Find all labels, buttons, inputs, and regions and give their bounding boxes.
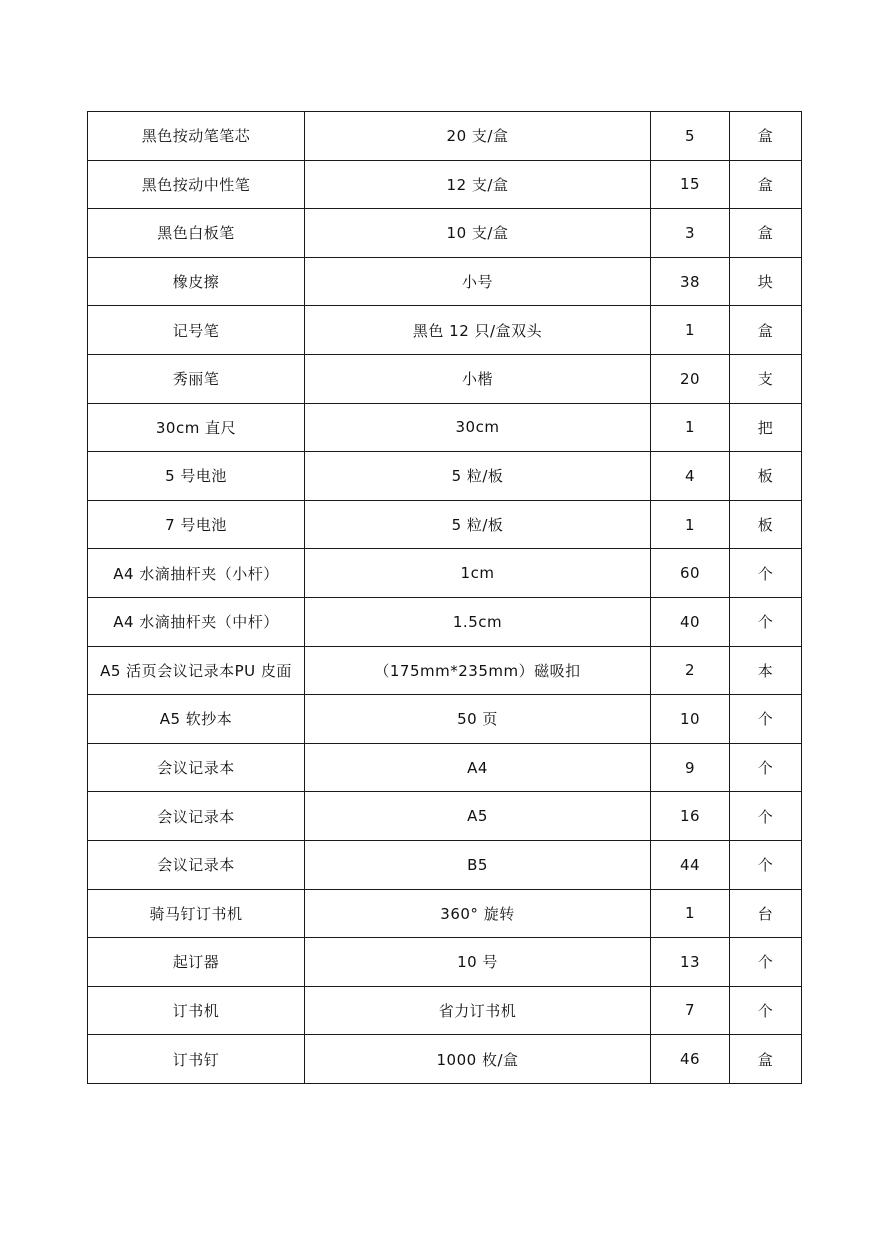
item-spec-cell: （175mm*235mm）磁吸扣: [305, 646, 651, 695]
item-name-cell: 订书机: [88, 986, 305, 1035]
item-spec-cell: 20 支/盒: [305, 112, 651, 161]
table-row: [88, 889, 802, 938]
item-spec-cell: A4: [305, 743, 651, 792]
item-name-cell: A5 软抄本: [88, 695, 305, 744]
item-quantity-cell: 40: [651, 597, 730, 646]
item-quantity-cell: 1: [651, 889, 730, 938]
item-spec-cell: 小楷: [305, 354, 651, 403]
item-spec-cell: 30cm: [305, 403, 651, 452]
item-quantity-cell: 10: [651, 695, 730, 744]
table-row: [88, 354, 802, 403]
item-spec-cell: 360° 旋转: [305, 889, 651, 938]
item-name-cell: 橡皮擦: [88, 257, 305, 306]
item-unit-cell: 板: [730, 500, 802, 549]
item-name-cell: A4 水滴抽杆夹（小杆）: [88, 549, 305, 598]
item-spec-cell: 1.5cm: [305, 597, 651, 646]
item-spec-cell: 黑色 12 只/盒双头: [305, 306, 651, 355]
item-spec-cell: 12 支/盒: [305, 160, 651, 209]
item-spec-cell: 5 粒/板: [305, 452, 651, 501]
item-name-cell: A4 水滴抽杆夹（中杆）: [88, 597, 305, 646]
item-name-cell: 会议记录本: [88, 743, 305, 792]
item-name-cell: 订书钉: [88, 1035, 305, 1084]
item-quantity-cell: 7: [651, 986, 730, 1035]
table-row: [88, 597, 802, 646]
item-name-cell: 30cm 直尺: [88, 403, 305, 452]
item-unit-cell: 块: [730, 257, 802, 306]
table-row: [88, 403, 802, 452]
item-name-cell: 黑色白板笔: [88, 209, 305, 258]
table-row: [88, 646, 802, 695]
item-spec-cell: 5 粒/板: [305, 500, 651, 549]
item-name-cell: A5 活页会议记录本PU 皮面: [88, 646, 305, 695]
item-spec-cell: 1cm: [305, 549, 651, 598]
item-unit-cell: 盒: [730, 160, 802, 209]
item-spec-cell: 1000 枚/盒: [305, 1035, 651, 1084]
item-name-cell: 黑色按动中性笔: [88, 160, 305, 209]
table-row: [88, 986, 802, 1035]
table-row: [88, 160, 802, 209]
item-unit-cell: 盒: [730, 209, 802, 258]
item-quantity-cell: 38: [651, 257, 730, 306]
table-row: [88, 257, 802, 306]
item-spec-cell: 小号: [305, 257, 651, 306]
supplies-table: [87, 111, 802, 1084]
item-unit-cell: 盒: [730, 1035, 802, 1084]
item-unit-cell: 盒: [730, 112, 802, 161]
item-quantity-cell: 1: [651, 403, 730, 452]
item-unit-cell: 个: [730, 695, 802, 744]
table-row: [88, 500, 802, 549]
item-unit-cell: 个: [730, 840, 802, 889]
item-name-cell: 7 号电池: [88, 500, 305, 549]
table-row: [88, 695, 802, 744]
table-row: [88, 452, 802, 501]
item-name-cell: 会议记录本: [88, 792, 305, 841]
table-row: [88, 1035, 802, 1084]
item-quantity-cell: 1: [651, 306, 730, 355]
item-quantity-cell: 44: [651, 840, 730, 889]
item-quantity-cell: 16: [651, 792, 730, 841]
table-row: [88, 209, 802, 258]
item-unit-cell: 个: [730, 549, 802, 598]
item-unit-cell: 个: [730, 597, 802, 646]
item-quantity-cell: 1: [651, 500, 730, 549]
item-unit-cell: 把: [730, 403, 802, 452]
item-unit-cell: 个: [730, 938, 802, 987]
item-quantity-cell: 20: [651, 354, 730, 403]
item-spec-cell: B5: [305, 840, 651, 889]
item-unit-cell: 板: [730, 452, 802, 501]
item-quantity-cell: 13: [651, 938, 730, 987]
table-row: [88, 792, 802, 841]
item-quantity-cell: 2: [651, 646, 730, 695]
item-spec-cell: 50 页: [305, 695, 651, 744]
item-unit-cell: 个: [730, 986, 802, 1035]
table-row: [88, 938, 802, 987]
item-name-cell: 秀丽笔: [88, 354, 305, 403]
item-quantity-cell: 5: [651, 112, 730, 161]
table-row: [88, 549, 802, 598]
item-quantity-cell: 3: [651, 209, 730, 258]
item-quantity-cell: 9: [651, 743, 730, 792]
item-spec-cell: A5: [305, 792, 651, 841]
item-quantity-cell: 15: [651, 160, 730, 209]
table-row: [88, 840, 802, 889]
item-spec-cell: 10 号: [305, 938, 651, 987]
item-unit-cell: 盒: [730, 306, 802, 355]
item-quantity-cell: 46: [651, 1035, 730, 1084]
item-spec-cell: 10 支/盒: [305, 209, 651, 258]
item-unit-cell: 支: [730, 354, 802, 403]
item-name-cell: 骑马钉订书机: [88, 889, 305, 938]
item-quantity-cell: 4: [651, 452, 730, 501]
table-body: [88, 112, 802, 1084]
item-unit-cell: 台: [730, 889, 802, 938]
item-name-cell: 5 号电池: [88, 452, 305, 501]
item-unit-cell: 个: [730, 743, 802, 792]
item-name-cell: 起订器: [88, 938, 305, 987]
item-name-cell: 记号笔: [88, 306, 305, 355]
item-quantity-cell: 60: [651, 549, 730, 598]
table-row: [88, 306, 802, 355]
item-name-cell: 黑色按动笔笔芯: [88, 112, 305, 161]
item-unit-cell: 个: [730, 792, 802, 841]
item-name-cell: 会议记录本: [88, 840, 305, 889]
table-row: [88, 112, 802, 161]
table-row: [88, 743, 802, 792]
item-spec-cell: 省力订书机: [305, 986, 651, 1035]
item-unit-cell: 本: [730, 646, 802, 695]
